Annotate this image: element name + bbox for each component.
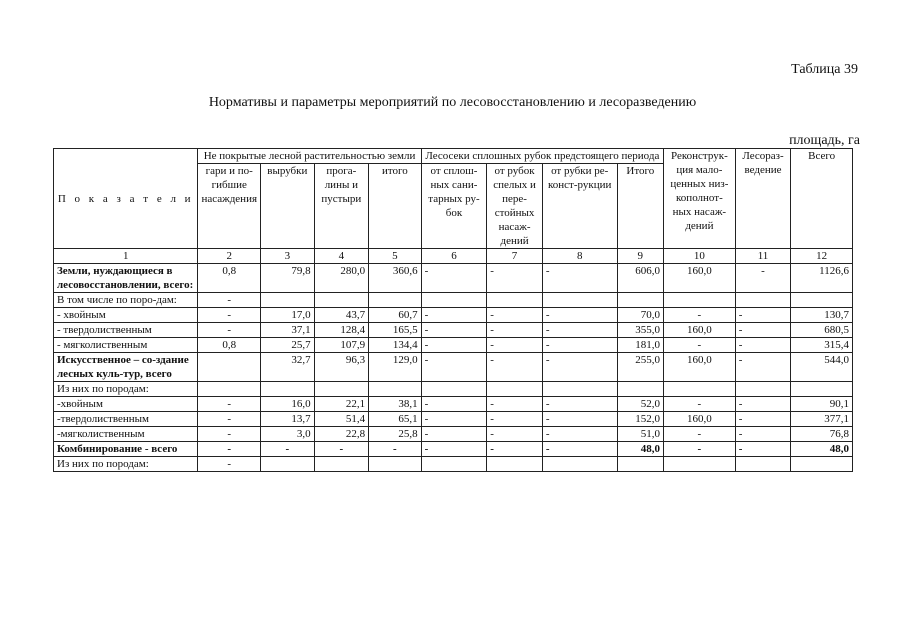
table-cell: - [735, 264, 791, 293]
table-cell [314, 457, 369, 472]
table-cell [791, 293, 853, 308]
table-row [54, 412, 853, 427]
table-cell: - [664, 308, 736, 323]
table-cell [421, 293, 487, 308]
table-cell: 128,4 [314, 323, 369, 338]
table-cell: - [487, 442, 543, 457]
column-number: 7 [487, 249, 543, 264]
table-cell: - [487, 397, 543, 412]
table-cell: 43,7 [314, 308, 369, 323]
table-cell: 152,0 [617, 412, 663, 427]
header-indicators: П о к а з а т е л и [54, 149, 198, 249]
table-cell: - [198, 412, 261, 427]
table-cell: - [664, 397, 736, 412]
header-reconstruction: Реконструк-ция мало-ценных низ-кополнот-ных насаж-дений [664, 149, 736, 249]
table-cell: - [198, 293, 261, 308]
table-cell: 38,1 [369, 397, 422, 412]
table-cell: 37,1 [261, 323, 315, 338]
table-cell: 160,0 [664, 264, 736, 293]
table-cell: 17,0 [261, 308, 315, 323]
row-label: Земли, нуждающиеся в лесовосстановлении, всего: [54, 264, 198, 293]
table-cell [314, 293, 369, 308]
table-row [54, 382, 853, 397]
table-cell: - [542, 412, 617, 427]
table-cell: - [542, 264, 617, 293]
table-cell: 25,8 [369, 427, 422, 442]
forest-regeneration-table [53, 148, 853, 472]
table-cell: - [421, 353, 487, 382]
header-column-numbers [54, 249, 853, 264]
table-row [54, 353, 853, 382]
column-number: 6 [421, 249, 487, 264]
table-cell: - [542, 323, 617, 338]
table-cell: - [487, 264, 543, 293]
table-cell: - [421, 412, 487, 427]
table-cell: 60,7 [369, 308, 422, 323]
table-cell: - [735, 412, 791, 427]
table-body [54, 264, 853, 472]
table-cell [791, 382, 853, 397]
table-cell: 0,8 [198, 338, 261, 353]
table-cell [261, 293, 315, 308]
row-label: -твердолиственным [54, 412, 198, 427]
table-cell: 160,0 [664, 323, 736, 338]
row-label: - мягколиственным [54, 338, 198, 353]
column-number: 3 [261, 249, 315, 264]
table-cell: 16,0 [261, 397, 315, 412]
table-cell: - [421, 397, 487, 412]
table-row [54, 323, 853, 338]
table-cell [421, 382, 487, 397]
table-cell: - [735, 308, 791, 323]
table-cell: 1126,6 [791, 264, 853, 293]
header-subcolumn: вырубки [261, 164, 315, 249]
column-number: 5 [369, 249, 422, 264]
table-cell: 315,4 [791, 338, 853, 353]
table-cell: - [735, 323, 791, 338]
table-cell: - [542, 442, 617, 457]
row-label: -мягколиственным [54, 427, 198, 442]
table-cell: 544,0 [791, 353, 853, 382]
table-cell [487, 382, 543, 397]
column-number: 11 [735, 249, 791, 264]
table-cell [735, 293, 791, 308]
column-number: 4 [314, 249, 369, 264]
table-cell: 51,0 [617, 427, 663, 442]
table-cell: 255,0 [617, 353, 663, 382]
table-row [54, 397, 853, 412]
column-number: 8 [542, 249, 617, 264]
table-cell [542, 382, 617, 397]
table-cell: 25,7 [261, 338, 315, 353]
table-cell: - [198, 427, 261, 442]
table-row [54, 293, 853, 308]
table-row [54, 427, 853, 442]
table-cell: - [735, 427, 791, 442]
table-cell: - [198, 442, 261, 457]
table-cell [261, 457, 315, 472]
table-cell: - [421, 264, 487, 293]
table-cell: - [421, 427, 487, 442]
header-subcolumn: итого [369, 164, 422, 249]
table-cell: 160,0 [664, 412, 736, 427]
table-cell: - [487, 308, 543, 323]
table-cell: - [735, 397, 791, 412]
header-total: Всего [791, 149, 853, 249]
column-number: 10 [664, 249, 736, 264]
table-cell: 377,1 [791, 412, 853, 427]
table-cell: - [735, 338, 791, 353]
row-label: Искусственное – со-здание лесных куль-тур, всего [54, 353, 198, 382]
table-cell: - [421, 323, 487, 338]
table-cell: - [542, 427, 617, 442]
table-cell: - [314, 442, 369, 457]
table-cell: - [542, 353, 617, 382]
column-number: 2 [198, 249, 261, 264]
table-row [54, 442, 853, 457]
table-cell: 65,1 [369, 412, 422, 427]
row-label: - хвойным [54, 308, 198, 323]
table-cell [369, 457, 422, 472]
table-cell: - [542, 308, 617, 323]
table-cell [791, 457, 853, 472]
table-cell: 0,8 [198, 264, 261, 293]
table-cell: 134,4 [369, 338, 422, 353]
table-cell [487, 457, 543, 472]
table-cell: 79,8 [261, 264, 315, 293]
table-cell: - [198, 308, 261, 323]
header-subcolumn: Итого [617, 164, 663, 249]
table-cell [542, 457, 617, 472]
table-cell: 606,0 [617, 264, 663, 293]
table-cell: 22,1 [314, 397, 369, 412]
table-cell [664, 382, 736, 397]
header-subcolumn: от рубок спелых и пере-стойных насаж-дений [487, 164, 543, 249]
header-afforestation: Лесораз-ведение [735, 149, 791, 249]
table-cell: - [735, 353, 791, 382]
table-cell: - [542, 338, 617, 353]
row-label: Из них по породам: [54, 457, 198, 472]
table-cell: 130,7 [791, 308, 853, 323]
table-cell: - [487, 427, 543, 442]
header-subcolumn: гари и по-гибшие насаждения [198, 164, 261, 249]
column-number: 12 [791, 249, 853, 264]
table-cell: - [421, 338, 487, 353]
table-cell: - [664, 427, 736, 442]
table-cell: - [735, 442, 791, 457]
column-number: 9 [617, 249, 663, 264]
table-cell: 181,0 [617, 338, 663, 353]
table-cell [617, 457, 663, 472]
table-cell: 107,9 [314, 338, 369, 353]
table-cell: - [664, 338, 736, 353]
header-group-uncovered-lands: Не покрытые лесной растительностью земли [198, 149, 421, 164]
table-cell: 160,0 [664, 353, 736, 382]
table-cell: 52,0 [617, 397, 663, 412]
table-cell [369, 382, 422, 397]
table-cell: 360,6 [369, 264, 422, 293]
column-number: 1 [54, 249, 198, 264]
row-label: В том числе по поро-дам: [54, 293, 198, 308]
table-row [54, 308, 853, 323]
table-cell: 96,3 [314, 353, 369, 382]
table-cell [487, 293, 543, 308]
table-cell: - [542, 397, 617, 412]
table-cell: 355,0 [617, 323, 663, 338]
document-title: Нормативы и параметры мероприятий по лесовосстановлению и лесоразведению [208, 95, 697, 110]
table-cell: - [664, 442, 736, 457]
table-cell [617, 293, 663, 308]
table-cell: 70,0 [617, 308, 663, 323]
table-cell: 32,7 [261, 353, 315, 382]
table-cell: 129,0 [369, 353, 422, 382]
table-cell: - [261, 442, 315, 457]
table-cell: - [487, 338, 543, 353]
table-cell: - [369, 442, 422, 457]
table-cell: 3,0 [261, 427, 315, 442]
table-cell [735, 382, 791, 397]
row-label: Комбинирование - всего [54, 442, 198, 457]
table-row [54, 264, 853, 293]
table-cell: 13,7 [261, 412, 315, 427]
table-cell: - [198, 457, 261, 472]
table-cell: 48,0 [617, 442, 663, 457]
table-cell [198, 353, 261, 382]
table-cell: - [198, 323, 261, 338]
table-cell: 680,5 [791, 323, 853, 338]
table-cell [664, 293, 736, 308]
table-cell [261, 382, 315, 397]
table-cell: 22,8 [314, 427, 369, 442]
table-cell [542, 293, 617, 308]
table-cell: - [421, 308, 487, 323]
table-row [54, 338, 853, 353]
table-cell: 48,0 [791, 442, 853, 457]
table-cell: - [487, 412, 543, 427]
table-cell: 165,5 [369, 323, 422, 338]
table-cell [664, 457, 736, 472]
table-cell: 90,1 [791, 397, 853, 412]
table-number: Таблица 39 [791, 62, 858, 77]
table-cell [421, 457, 487, 472]
table-cell [198, 382, 261, 397]
row-label: Из них по породам: [54, 382, 198, 397]
table-cell: - [198, 397, 261, 412]
table-cell [617, 382, 663, 397]
row-label: -хвойным [54, 397, 198, 412]
table-cell: 51,4 [314, 412, 369, 427]
table-row [54, 457, 853, 472]
table-cell: 280,0 [314, 264, 369, 293]
table-cell: - [487, 323, 543, 338]
row-label: - твердолиственным [54, 323, 198, 338]
table-cell [314, 382, 369, 397]
table-cell [369, 293, 422, 308]
table-cell: 76,8 [791, 427, 853, 442]
header-subcolumn: прога-лины и пустыри [314, 164, 369, 249]
table-cell: - [487, 353, 543, 382]
unit-label: площадь, га [789, 133, 860, 148]
header-subcolumn: от рубки ре-конст-рукции [542, 164, 617, 249]
table-cell [735, 457, 791, 472]
header-group-clear-cuts: Лесосеки сплошных рубок предстоящего периода [421, 149, 663, 164]
header-subcolumn: от сплош-ных сани-тарных ру-бок [421, 164, 487, 249]
table-cell: - [421, 442, 487, 457]
